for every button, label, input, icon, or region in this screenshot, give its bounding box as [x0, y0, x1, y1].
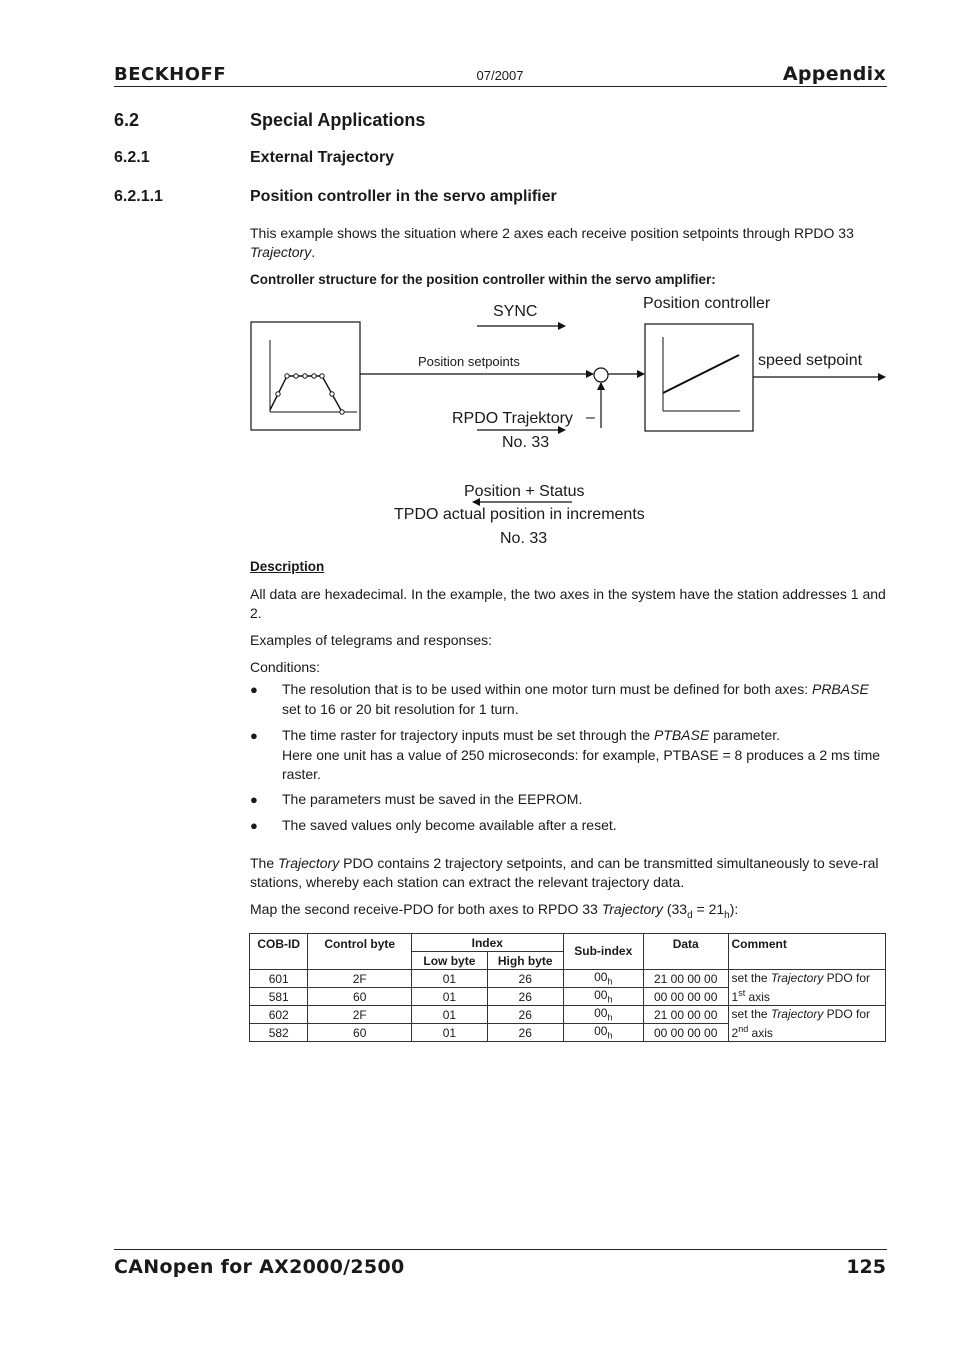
structure-caption: Controller structure for the position controller within the servo amplifier: [250, 272, 716, 287]
heading-text-1: Special Applications [250, 110, 426, 130]
header-rule [114, 86, 887, 87]
list-item: The parameters must be saved in the EEPROM. [282, 791, 583, 807]
rpdo-number: No. 33 [502, 434, 550, 451]
column-header-data: Data [643, 934, 728, 970]
rpdo-label: RPDO Trajektory [452, 410, 573, 427]
heading-text-3: Position controller in the servo amplifier [250, 188, 557, 205]
position-controller-label: Position controller [643, 295, 771, 312]
position-controller-box [645, 324, 753, 431]
list-item: The resolution that is to be used within one motor turn must be defined for both axes: PRBASE set to 16 or 20 bit resolution for 1 turn. [282, 681, 869, 717]
column-header-comment: Comment [728, 934, 885, 970]
feedback-number: No. 33 [500, 530, 548, 547]
column-header-control-byte: Control byte [308, 934, 412, 970]
column-header-index: Index [411, 934, 563, 952]
sync-label: SYNC [493, 303, 538, 320]
comment-cell: set the Trajectory PDO for 2nd axis [728, 1006, 885, 1042]
description-paragraph-2: Examples of telegrams and responses: [250, 632, 493, 648]
bullet-icon: ● [250, 792, 258, 807]
list-item: The saved values only become available after a reset. [282, 817, 617, 833]
header-date: 07/2007 [476, 68, 524, 83]
feedback-label-1: Position + Status [464, 483, 585, 500]
comment-cell: set the Trajectory PDO for 1st axis [728, 970, 885, 1006]
conditions-label: Conditions: [250, 659, 321, 675]
pdo-mapping-table [249, 933, 886, 1042]
heading-text-2: External Trajectory [250, 149, 395, 166]
bullet-icon: ● [250, 728, 258, 743]
minus-sign: – [586, 409, 595, 426]
footer-rule [114, 1249, 887, 1250]
feedback-label-2: TPDO actual position in increments [394, 506, 645, 523]
header-section: Appendix [782, 63, 886, 85]
trajectory-paragraph: The Trajectory PDO contains 2 trajectory setpoints, and can be transmitted simultaneously to seve-ral stations, whereby each station can extract the relevant trajectory data. [250, 855, 879, 890]
table-row: 581 60 01 26 $00_h$ 00 00 00 00 [250, 988, 886, 1006]
heading-number-3: 6.2.1.1 [114, 188, 163, 205]
heading-number-1: 6.2 [114, 110, 140, 130]
summing-junction [594, 368, 608, 382]
heading-number-2: 6.2.1 [114, 149, 150, 166]
table-row: 601 2F 01 26 $00_h$ 21 00 00 00 set the Trajectory PDO for 1st axis [250, 970, 886, 988]
column-header-sub-index: Sub-index [563, 934, 643, 970]
list-item: The time raster for trajectory inputs must be set through the PTBASE parameter. Here one unit has a value of 250 microseconds: for example, PTBASE = 8 produces a 2 ms time raster. [282, 727, 881, 782]
table-row: 582 60 01 26 $00_h$ 00 00 00 00 [250, 1024, 886, 1042]
column-header-low-byte: Low byte [411, 952, 487, 970]
column-header-cob-id: COB-ID [250, 934, 308, 970]
position-setpoints-label: Position setpoints [418, 354, 520, 369]
bullet-icon: ● [250, 682, 258, 697]
page-number: 125 [846, 1256, 886, 1278]
description-paragraph-1: All data are hexadecimal. In the example, the two axes in the system have the station addresses 1 and 2. [250, 586, 886, 621]
speed-setpoint-label: speed setpoint [758, 352, 863, 369]
footer-title: CANopen for AX2000/2500 [114, 1256, 405, 1278]
controller-diagram [240, 290, 900, 555]
intro-paragraph: This example shows the situation where 2 axes each receive position setpoints through RPDO 33 Trajectory. [250, 225, 854, 260]
description-heading: Description [250, 559, 325, 574]
table-row: 602 2F 01 26 $00_h$ 21 00 00 00 set the Trajectory PDO for 2nd axis [250, 1006, 886, 1024]
bullet-icon: ● [250, 818, 258, 833]
brand-logo: BECKHOFF [114, 64, 227, 85]
map-paragraph: Map the second receive-PDO for both axes to RPDO 33 Trajectory $(33_d = 21_h)$: [250, 901, 739, 921]
column-header-high-byte: High byte [487, 952, 563, 970]
